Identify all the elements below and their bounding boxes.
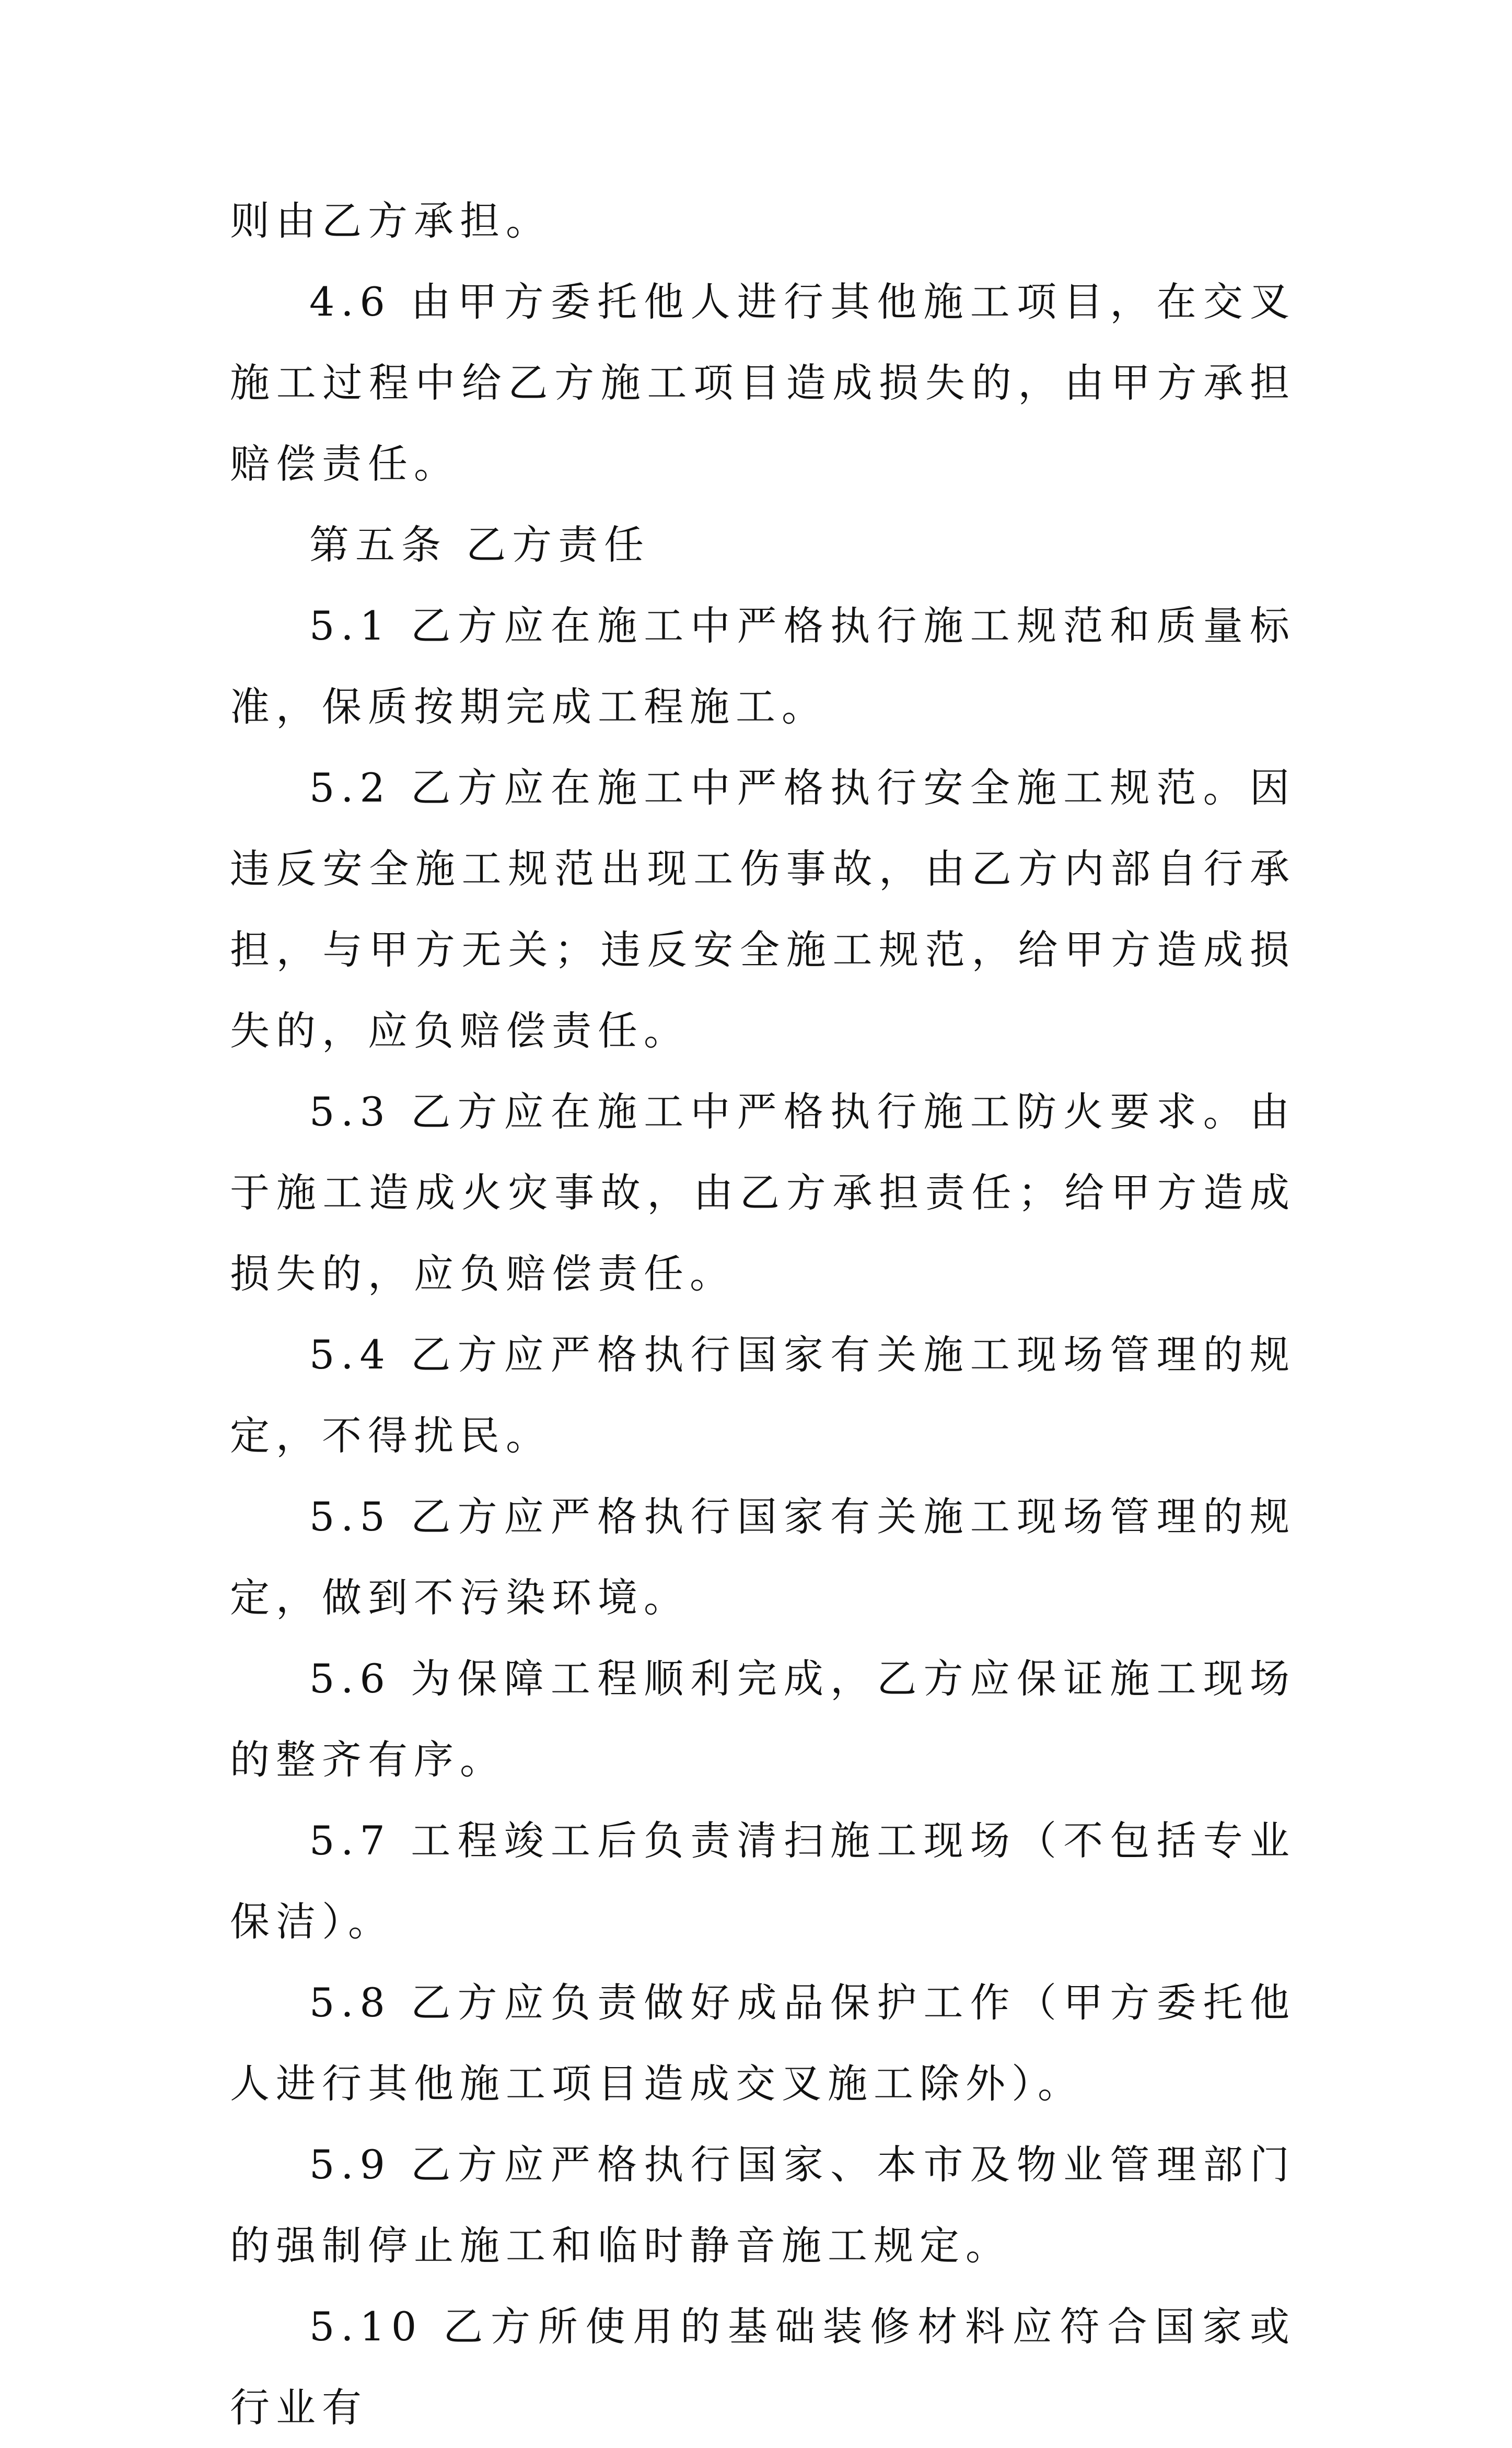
clause-5-4: 5.4 乙方应严格执行国家有关施工现场管理的规定，不得扰民。 xyxy=(230,1331,1296,1459)
clause-5-2: 5.2 乙方应在施工中严格执行安全施工规范。因违反安全施工规范出现工伤事故，由乙方内部自行承担，与甲方无关；违反安全施工规范，给甲方造成损失的，应负赔偿责任。 xyxy=(230,764,1296,1054)
clause-5-6: 5.6 为保障工程顺利完成，乙方应保证施工现场的整齐有序。 xyxy=(230,1655,1296,1783)
contract-body xyxy=(230,180,1296,2448)
clause-5-5: 5.5 乙方应严格执行国家有关施工现场管理的规定，做到不污染环境。 xyxy=(230,1493,1296,1621)
clause-5-7: 5.7 工程竣工后负责清扫施工现场（不包括专业保洁）。 xyxy=(230,1817,1296,1945)
clause-5-10: 5.10 乙方所使用的基础装修材料应符合国家或行业有 xyxy=(230,2303,1296,2431)
clause-5-1: 5.1 乙方应在施工中严格执行施工规范和质量标准，保质按期完成工程施工。 xyxy=(230,602,1296,730)
clause-4-6: 4.6 由甲方委托他人进行其他施工项目，在交叉施工过程中给乙方施工项目造成损失的，由甲方承担赔偿责任。 xyxy=(230,279,1296,487)
clause-5-3: 5.3 乙方应在施工中严格执行施工防火要求。由于施工造成火灾事故，由乙方承担责任；给甲方造成损失的，应负赔偿责任。 xyxy=(230,1088,1296,1297)
clause-5-9: 5.9 乙方应严格执行国家、本市及物业管理部门的强制停止施工和临时静音施工规定。 xyxy=(230,2141,1296,2269)
paragraph-continuation: 则由乙方承担。 xyxy=(230,198,552,244)
article-5-heading: 第五条 乙方责任 xyxy=(309,521,650,568)
clause-5-8: 5.8 乙方应负责做好成品保护工作（甲方委托他人进行其他施工项目造成交叉施工除外）。 xyxy=(230,1979,1296,2107)
